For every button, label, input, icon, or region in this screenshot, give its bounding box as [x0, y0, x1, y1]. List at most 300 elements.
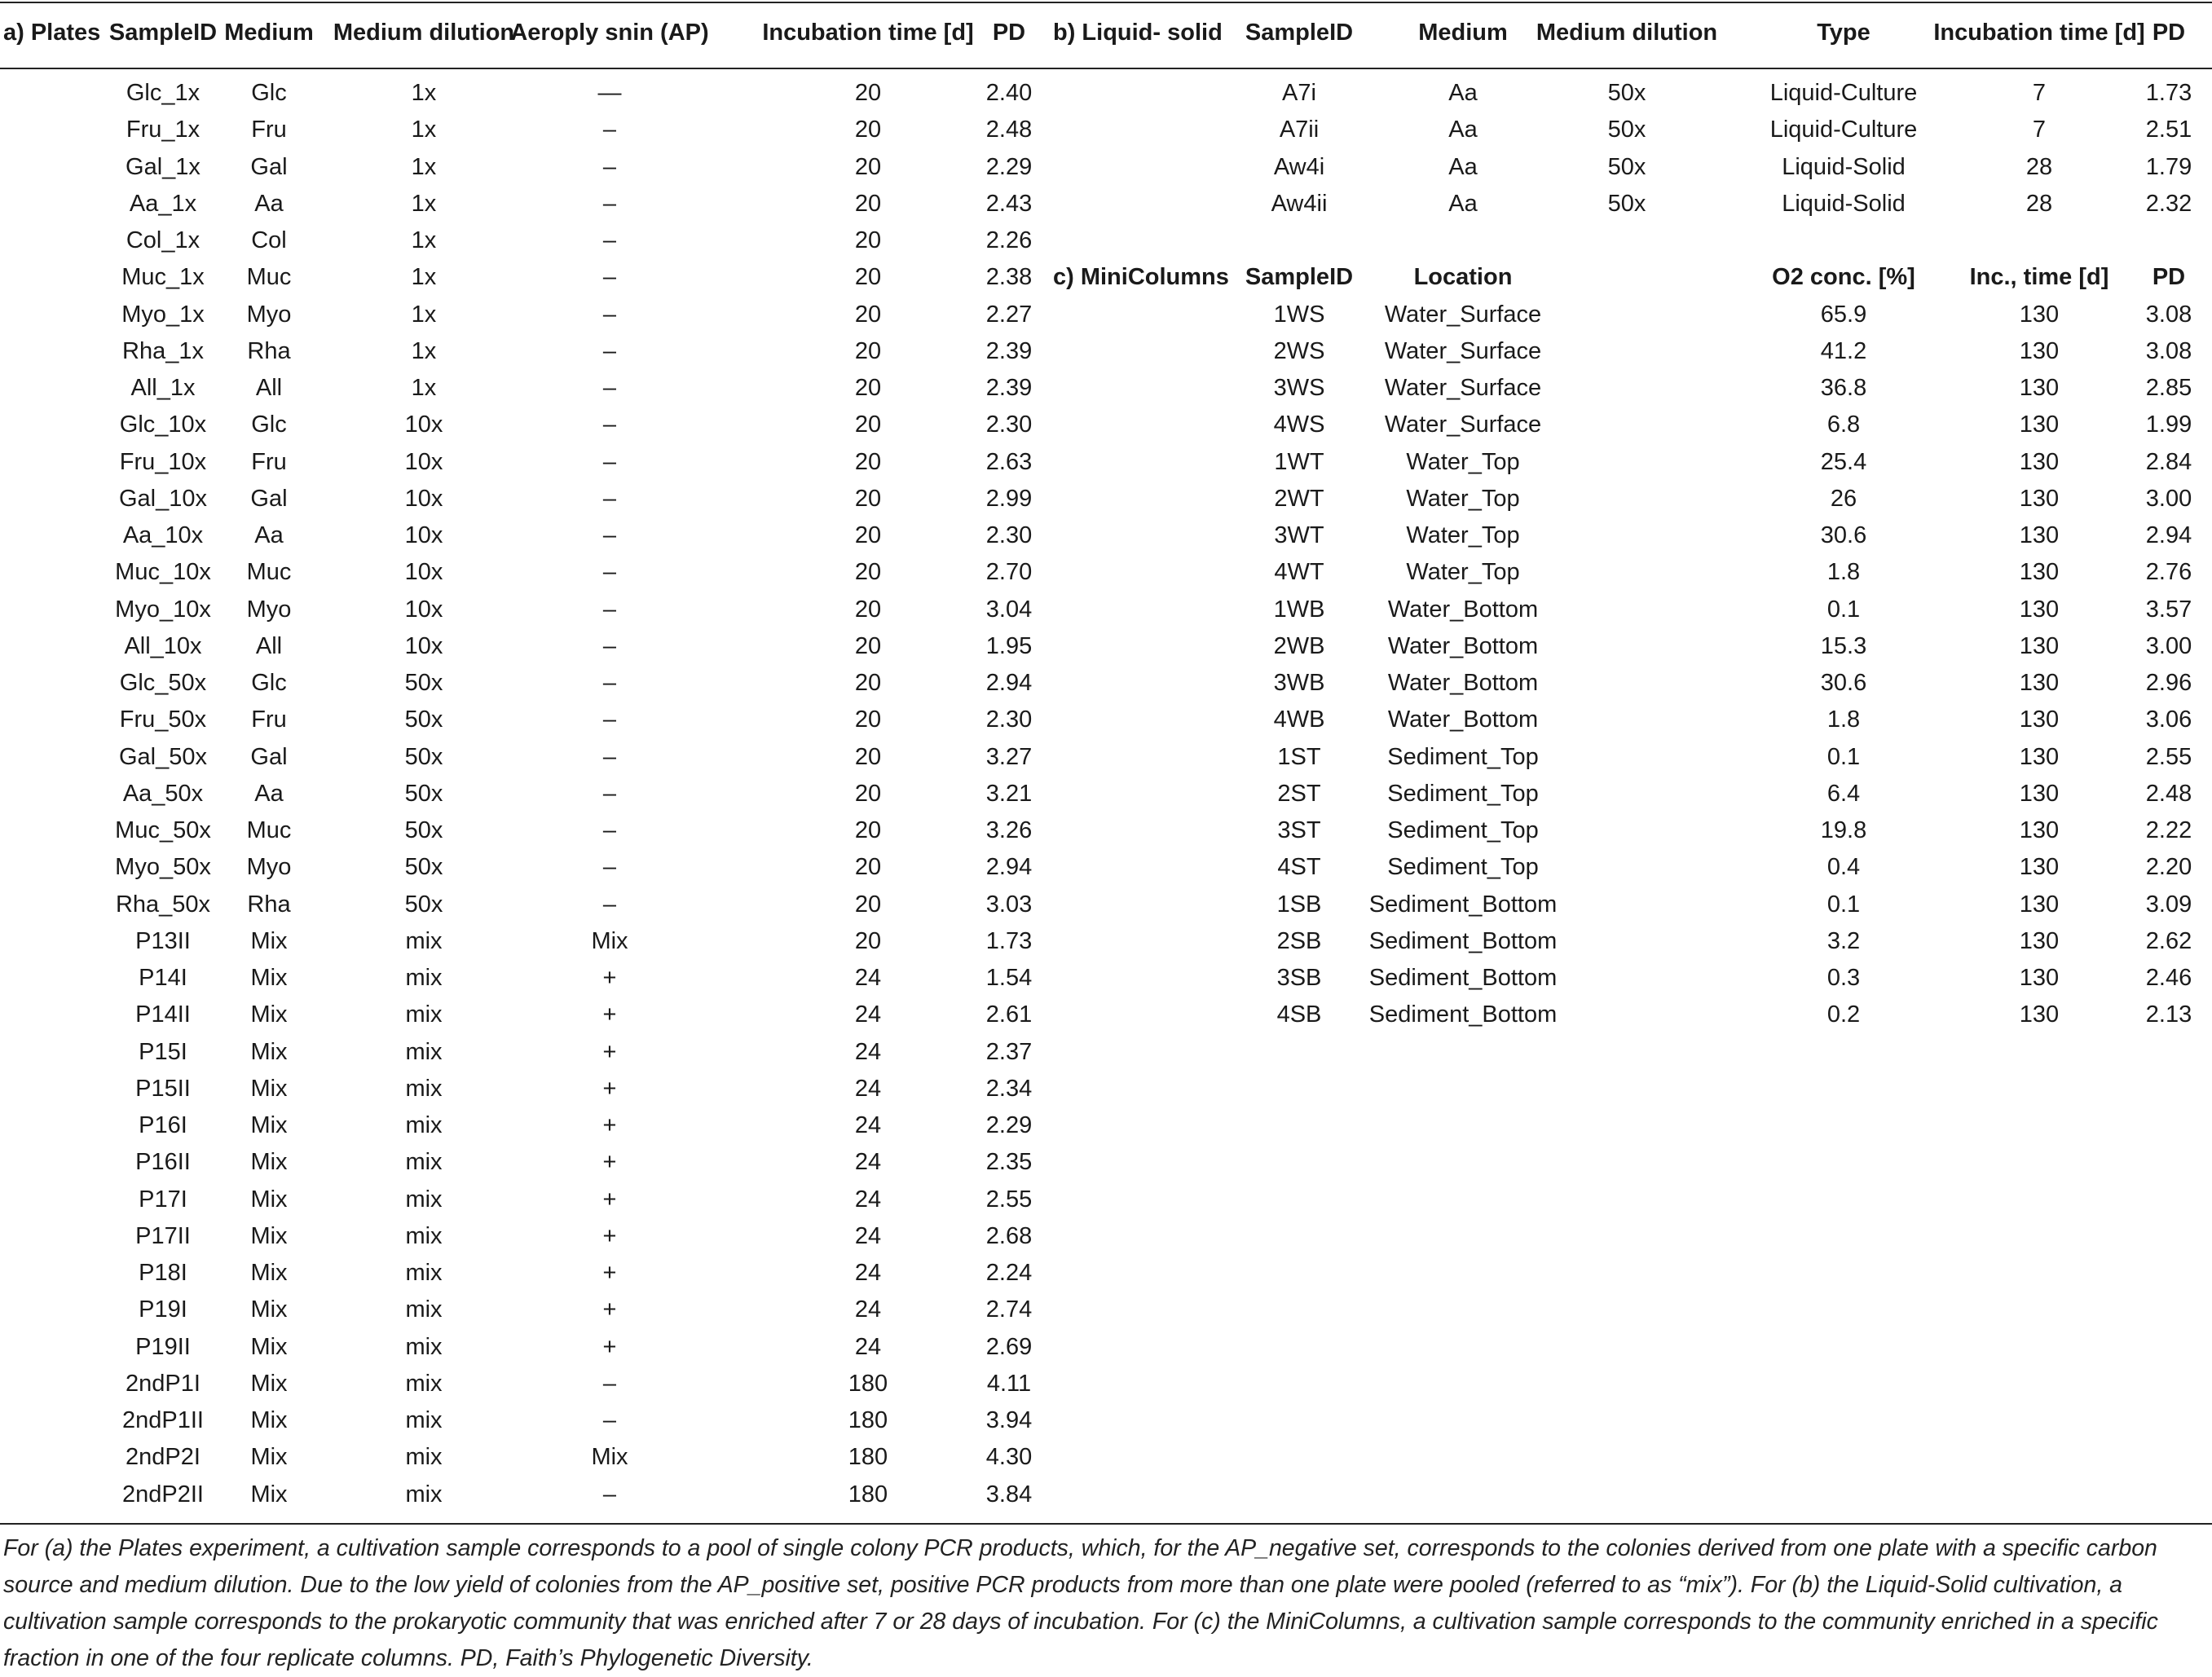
- liquid-solid-cell: Liquid-Culture: [1769, 80, 1918, 106]
- plates-cell: Myo: [246, 596, 292, 623]
- minicolumns-cell: 130: [2019, 596, 2060, 623]
- plates-cell: 4.30: [985, 1444, 1033, 1471]
- minicolumns-cell: 4WS: [1273, 412, 1325, 438]
- plates-cell: –: [602, 632, 617, 659]
- plates-cell: Mix: [250, 1370, 288, 1397]
- minicolumns-cell: 25.4: [1820, 448, 1867, 475]
- plates-cell: Col: [251, 227, 287, 253]
- plates-cell: 2.63: [985, 448, 1033, 475]
- plates-cell: 24: [854, 1222, 882, 1249]
- plates-cell: 24: [854, 1296, 882, 1323]
- plates-cell: 20: [854, 227, 882, 253]
- plates-cell: 2.74: [985, 1296, 1033, 1323]
- plates-cell: Muc: [246, 817, 292, 843]
- minicolumns-cell: Water_Top: [1406, 485, 1520, 512]
- plates-cell: Mix: [250, 1260, 288, 1286]
- minicolumns-cell: Sediment_Top: [1387, 817, 1539, 843]
- plates-cell: Glc: [251, 412, 287, 438]
- plates-cell: +: [602, 1149, 617, 1176]
- minicolumns-cell: 3WS: [1273, 375, 1325, 401]
- plates-col-header: PD: [992, 20, 1026, 46]
- plates-cell: P18I: [139, 1260, 187, 1286]
- plates-cell: P13II: [135, 927, 191, 954]
- plates-cell: 3.84: [985, 1481, 1033, 1508]
- plates-cell: Mix: [250, 1407, 288, 1433]
- plates-cell: 20: [854, 927, 882, 954]
- minicolumns-col-header: Location: [1413, 264, 1513, 291]
- plates-cell: mix: [405, 965, 443, 991]
- minicolumns-cell: 41.2: [1820, 337, 1867, 364]
- plates-cell: Aa_1x: [129, 190, 197, 217]
- minicolumns-cell: Water_Top: [1406, 522, 1520, 548]
- minicolumns-cell: Water_Top: [1406, 448, 1520, 475]
- minicolumns-cell: 0.2: [1826, 1001, 1861, 1028]
- plates-cell: Glc_50x: [119, 670, 207, 696]
- minicolumns-cell: 2SB: [1276, 927, 1322, 954]
- minicolumns-cell: 2.96: [2145, 670, 2192, 696]
- minicolumns-cell: 36.8: [1820, 375, 1867, 401]
- plates-cell: Rha: [247, 891, 291, 918]
- minicolumns-cell: 6.4: [1826, 780, 1861, 807]
- plates-cell: Mix: [250, 1149, 288, 1176]
- plates-cell: 2.34: [985, 1075, 1033, 1102]
- minicolumns-cell: 30.6: [1820, 522, 1867, 548]
- plates-cell: Mix: [591, 927, 628, 954]
- minicolumns-cell: 0.4: [1826, 854, 1861, 881]
- plates-cell: 20: [854, 522, 882, 548]
- plates-cell: All_10x: [124, 632, 202, 659]
- minicolumns-cell: 130: [2019, 485, 2060, 512]
- liquid-solid-col-header: Incubation time [d]: [1933, 20, 2145, 46]
- minicolumns-cell: 2.76: [2145, 559, 2192, 586]
- liquid-solid-col-header: Medium dilution: [1536, 20, 1718, 46]
- plates-cell: –: [602, 743, 617, 770]
- minicolumns-cell: 1.99: [2145, 412, 2192, 438]
- minicolumns-cell: 1ST: [1277, 743, 1321, 770]
- plates-cell: mix: [405, 1038, 443, 1065]
- plates-cell: 1.73: [985, 927, 1033, 954]
- plates-cell: 50x: [404, 854, 443, 881]
- plates-cell: 2.61: [985, 1001, 1033, 1028]
- minicolumns-cell: Water_Surface: [1384, 337, 1542, 364]
- plates-cell: P19I: [139, 1296, 187, 1323]
- plates-cell: 10x: [404, 522, 443, 548]
- footer-rule: [0, 1523, 2212, 1525]
- plates-cell: 2ndP1II: [122, 1407, 204, 1433]
- liquid-solid-cell: Aw4i: [1273, 153, 1325, 180]
- liquid-solid-cell: Aa: [1448, 80, 1478, 106]
- plates-cell: –: [602, 448, 617, 475]
- plates-cell: 1x: [411, 264, 437, 291]
- plates-cell: 20: [854, 337, 882, 364]
- plates-cell: Mix: [250, 1481, 288, 1508]
- plates-cell: –: [602, 670, 617, 696]
- plates-cell: 1x: [411, 301, 437, 328]
- plates-cell: 2.30: [985, 522, 1033, 548]
- plates-cell: Col_1x: [126, 227, 200, 253]
- plates-cell: 10x: [404, 559, 443, 586]
- plates-cell: mix: [405, 1296, 443, 1323]
- plates-cell: P16I: [139, 1112, 187, 1138]
- liquid-solid-cell: Aw4ii: [1271, 190, 1328, 217]
- plates-cell: –: [602, 522, 617, 548]
- plates-cell: +: [602, 1296, 617, 1323]
- plates-cell: Mix: [591, 1444, 628, 1471]
- plates-cell: 3.21: [985, 780, 1033, 807]
- plates-cell: –: [602, 412, 617, 438]
- plates-cell: 1.54: [985, 965, 1033, 991]
- liquid-solid-cell: 50x: [1607, 80, 1646, 106]
- minicolumns-cell: 1.8: [1826, 559, 1861, 586]
- minicolumns-cell: Sediment_Bottom: [1368, 891, 1558, 918]
- plates-cell: 2.55: [985, 1186, 1033, 1213]
- plates-cell: 2.35: [985, 1149, 1033, 1176]
- plates-cell: 10x: [404, 596, 443, 623]
- plates-cell: mix: [405, 1075, 443, 1102]
- minicolumns-cell: 3.08: [2145, 301, 2192, 328]
- minicolumns-cell: 19.8: [1820, 817, 1867, 843]
- plates-cell: 2.30: [985, 706, 1033, 733]
- plates-cell: Fru: [251, 117, 287, 143]
- plates-cell: Glc_10x: [119, 412, 207, 438]
- minicolumns-cell: Sediment_Top: [1387, 854, 1539, 881]
- minicolumns-cell: 2.55: [2145, 743, 2192, 770]
- plates-cell: P14I: [139, 965, 187, 991]
- plates-cell: 2.27: [985, 301, 1033, 328]
- plates-cell: 50x: [404, 670, 443, 696]
- plates-cell: 10x: [404, 448, 443, 475]
- plates-cell: 20: [854, 891, 882, 918]
- minicolumns-col-header: Inc., time [d]: [1969, 264, 2109, 291]
- minicolumns-cell: 3ST: [1277, 817, 1321, 843]
- minicolumns-cell: 3.09: [2145, 891, 2192, 918]
- liquid-solid-cell: 2.51: [2145, 117, 2192, 143]
- minicolumns-cell: Water_Bottom: [1387, 670, 1539, 696]
- plates-cell: 2.40: [985, 80, 1033, 106]
- plates-cell: +: [602, 1001, 617, 1028]
- minicolumns-cell: 30.6: [1820, 670, 1867, 696]
- minicolumns-cell: 130: [2019, 375, 2060, 401]
- plates-cell: 4.11: [986, 1370, 1032, 1397]
- minicolumns-cell: 2.85: [2145, 375, 2192, 401]
- plates-cell: Gal: [250, 485, 288, 512]
- minicolumns-cell: Water_Bottom: [1387, 706, 1539, 733]
- plates-cell: mix: [405, 1186, 443, 1213]
- plates-cell: 2.70: [985, 559, 1033, 586]
- plates-cell: Fru_1x: [126, 117, 200, 143]
- minicolumns-cell: 4WB: [1273, 706, 1325, 733]
- minicolumns-col-header: PD: [2152, 264, 2186, 291]
- plates-cell: Mix: [250, 1112, 288, 1138]
- plates-cell: Muc: [246, 264, 292, 291]
- liquid-solid-col-header: SampleID: [1245, 20, 1354, 46]
- minicolumns-cell: 4WT: [1274, 559, 1324, 586]
- plates-cell: Aa: [254, 780, 284, 807]
- plates-cell: 20: [854, 559, 882, 586]
- minicolumns-cell: 2.94: [2145, 522, 2192, 548]
- minicolumns-cell: 2ST: [1277, 780, 1321, 807]
- plates-col-header: Aeroply snin (AP): [510, 20, 709, 46]
- liquid-solid-cell: Aa: [1448, 117, 1478, 143]
- plates-cell: –: [602, 153, 617, 180]
- plates-cell: 24: [854, 1075, 882, 1102]
- minicolumns-cell: 0.1: [1826, 743, 1861, 770]
- plates-cell: +: [602, 1333, 617, 1360]
- minicolumns-cell: 130: [2019, 337, 2060, 364]
- plates-cell: 20: [854, 743, 882, 770]
- minicolumns-cell: 130: [2019, 706, 2060, 733]
- plates-cell: Muc_10x: [115, 559, 211, 586]
- minicolumns-cell: 2WB: [1273, 632, 1325, 659]
- plates-cell: 180: [848, 1407, 888, 1433]
- liquid-solid-cell: 2.32: [2145, 190, 2192, 217]
- liquid-solid-col-header: Medium: [1418, 20, 1508, 46]
- plates-cell: Mix: [250, 1038, 288, 1065]
- plates-cell: Fru_10x: [119, 448, 207, 475]
- plates-cell: 3.27: [985, 743, 1033, 770]
- minicolumns-cell: 3.2: [1826, 927, 1861, 954]
- liquid-solid-cell: Aa: [1448, 190, 1478, 217]
- plates-cell: 20: [854, 117, 882, 143]
- plates-cell: 20: [854, 485, 882, 512]
- plates-cell: Gal_50x: [118, 743, 207, 770]
- plates-cell: Aa_10x: [122, 522, 204, 548]
- minicolumns-cell: 6.8: [1826, 412, 1861, 438]
- plates-cell: Myo: [246, 301, 292, 328]
- plates-cell: Mix: [250, 1222, 288, 1249]
- plates-cell: 20: [854, 448, 882, 475]
- plates-cell: 50x: [404, 817, 443, 843]
- minicolumns-col-header: SampleID: [1245, 264, 1354, 291]
- liquid-solid-cell: 1.73: [2145, 80, 2192, 106]
- plates-cell: All: [255, 375, 283, 401]
- liquid-solid-cell: 7: [2032, 80, 2047, 106]
- plates-cell: Glc: [251, 80, 287, 106]
- plates-cell: –: [602, 559, 617, 586]
- plates-cell: –: [602, 264, 617, 291]
- liquid-solid-cell: Liquid-Solid: [1782, 153, 1906, 180]
- minicolumns-cell: 130: [2019, 448, 2060, 475]
- liquid-solid-cell: 28: [2025, 153, 2053, 180]
- minicolumns-cell: 65.9: [1820, 301, 1867, 328]
- plates-title: a) Plates: [3, 20, 101, 46]
- plates-cell: 2.99: [985, 485, 1033, 512]
- plates-cell: 24: [854, 1186, 882, 1213]
- minicolumns-cell: 130: [2019, 670, 2060, 696]
- plates-cell: 2.39: [985, 337, 1033, 364]
- plates-cell: 180: [848, 1444, 888, 1471]
- plates-cell: 3.03: [985, 891, 1033, 918]
- plates-col-header: SampleID: [108, 20, 218, 46]
- plates-cell: 2.24: [985, 1260, 1033, 1286]
- minicolumns-cell: 2.20: [2145, 854, 2192, 881]
- liquid-solid-cell: Liquid-Culture: [1769, 117, 1918, 143]
- plates-cell: 20: [854, 375, 882, 401]
- plates-cell: 20: [854, 153, 882, 180]
- liquid-solid-col-header: PD: [2152, 20, 2186, 46]
- plates-cell: 10x: [404, 412, 443, 438]
- plates-cell: 1x: [411, 80, 437, 106]
- plates-cell: All_1x: [130, 375, 196, 401]
- plates-cell: 24: [854, 1333, 882, 1360]
- minicolumns-cell: Water_Surface: [1384, 412, 1542, 438]
- plates-cell: Mix: [250, 1296, 288, 1323]
- plates-cell: –: [602, 596, 617, 623]
- plates-cell: 1x: [411, 153, 437, 180]
- minicolumns-cell: 130: [2019, 559, 2060, 586]
- plates-cell: 24: [854, 965, 882, 991]
- plates-cell: P17II: [135, 1222, 191, 1249]
- plates-cell: –: [602, 337, 617, 364]
- plates-cell: P15II: [135, 1075, 191, 1102]
- plates-cell: P14II: [135, 1001, 191, 1028]
- minicolumns-cell: Sediment_Bottom: [1368, 927, 1558, 954]
- plates-cell: Aa: [254, 190, 284, 217]
- plates-cell: 2.29: [985, 1112, 1033, 1138]
- header-top-rule: [0, 2, 2212, 3]
- plates-cell: 2.29: [985, 153, 1033, 180]
- minicolumns-cell: 0.3: [1826, 965, 1861, 991]
- plates-cell: 2.39: [985, 375, 1033, 401]
- plates-cell: Gal: [250, 743, 288, 770]
- plates-cell: mix: [405, 1222, 443, 1249]
- minicolumns-cell: 3WB: [1273, 670, 1325, 696]
- plates-cell: Rha_50x: [115, 891, 211, 918]
- plates-cell: –: [602, 117, 617, 143]
- minicolumns-cell: Water_Bottom: [1387, 596, 1539, 623]
- plates-cell: 2.68: [985, 1222, 1033, 1249]
- plates-cell: –: [602, 375, 617, 401]
- plates-cell: Myo_50x: [115, 854, 211, 881]
- minicolumns-cell: 130: [2019, 780, 2060, 807]
- plates-cell: 2.26: [985, 227, 1033, 253]
- plates-cell: 2.94: [985, 854, 1033, 881]
- plates-cell: 50x: [404, 780, 443, 807]
- plates-cell: mix: [405, 1260, 443, 1286]
- plates-col-header: Medium dilution: [333, 20, 515, 46]
- plates-cell: Gal_1x: [126, 153, 200, 180]
- plates-cell: Glc_1x: [126, 80, 200, 106]
- plates-col-header: Medium: [224, 20, 314, 46]
- plates-cell: —: [597, 80, 622, 106]
- minicolumns-cell: 3.57: [2145, 596, 2192, 623]
- minicolumns-cell: 4ST: [1277, 854, 1321, 881]
- liquid-solid-cell: 50x: [1607, 117, 1646, 143]
- plates-cell: 3.94: [985, 1407, 1033, 1433]
- liquid-solid-cell: 50x: [1607, 153, 1646, 180]
- plates-cell: 24: [854, 1149, 882, 1176]
- plates-cell: 20: [854, 706, 882, 733]
- plates-cell: Rha_1x: [122, 337, 204, 364]
- minicolumns-cell: 1WT: [1274, 448, 1324, 475]
- plates-cell: 10x: [404, 485, 443, 512]
- plates-cell: +: [602, 1260, 617, 1286]
- plates-cell: Muc_1x: [121, 264, 205, 291]
- liquid-solid-title: b) Liquid- solid: [1053, 20, 1223, 46]
- plates-cell: 24: [854, 1112, 882, 1138]
- plates-cell: –: [602, 854, 617, 881]
- minicolumns-cell: Sediment_Top: [1387, 743, 1539, 770]
- plates-cell: 180: [848, 1370, 888, 1397]
- header-bottom-rule: [0, 68, 2212, 69]
- plates-cell: –: [602, 891, 617, 918]
- plates-cell: –: [602, 1481, 617, 1508]
- plates-cell: 20: [854, 412, 882, 438]
- minicolumns-cell: 130: [2019, 743, 2060, 770]
- liquid-solid-col-header: Type: [1817, 20, 1871, 46]
- plates-cell: –: [602, 780, 617, 807]
- plates-cell: –: [602, 1407, 617, 1433]
- plates-cell: Aa_50x: [122, 780, 204, 807]
- plates-cell: Mix: [250, 1001, 288, 1028]
- plates-cell: Mix: [250, 1333, 288, 1360]
- plates-cell: 1x: [411, 227, 437, 253]
- liquid-solid-cell: A7ii: [1279, 117, 1320, 143]
- table-caption: For (a) the Plates experiment, a cultivation sample corresponds to a pool of single colony PCR products, which, for the AP_negative set, corresponds to the colonies derived from one plate with a specific carbon source and medium dilution. Due to the low yield of colonies from the AP_positive set, positive PCR products from more than one plate were pooled (referred to as “mix”). For (b) the Liquid-Solid cultivation, a cultivation sample corresponds to the prokaryotic community that was enriched after 7 or 28 days of incubation. For (c) the MiniColumns, a cultivation sample corresponds to the community enriched in a specific fraction in one of the four replicate columns. PD, Faith’s Phylogenetic Diversity.: [3, 1535, 2158, 1671]
- minicolumns-cell: Sediment_Bottom: [1368, 1001, 1558, 1028]
- minicolumns-cell: 1.8: [1826, 706, 1861, 733]
- plates-cell: Myo_10x: [115, 596, 211, 623]
- plates-cell: –: [602, 301, 617, 328]
- plates-cell: +: [602, 1038, 617, 1065]
- minicolumns-cell: 1WS: [1273, 301, 1325, 328]
- plates-cell: Gal: [250, 153, 288, 180]
- minicolumns-col-header: O2 conc. [%]: [1772, 264, 1915, 291]
- plates-cell: Fru: [251, 448, 287, 475]
- plates-cell: 10x: [404, 632, 443, 659]
- liquid-solid-cell: 1.79: [2145, 153, 2192, 180]
- liquid-solid-cell: Aa: [1448, 153, 1478, 180]
- minicolumns-cell: 2.22: [2145, 817, 2192, 843]
- plates-cell: Myo: [246, 854, 292, 881]
- plates-cell: –: [602, 1370, 617, 1397]
- plates-cell: P19II: [135, 1333, 191, 1360]
- plates-cell: –: [602, 227, 617, 253]
- plates-cell: 2.37: [985, 1038, 1033, 1065]
- minicolumns-cell: 4SB: [1276, 1001, 1322, 1028]
- plates-cell: 20: [854, 780, 882, 807]
- minicolumns-cell: 130: [2019, 965, 2060, 991]
- minicolumns-cell: 130: [2019, 817, 2060, 843]
- plates-cell: Mix: [250, 965, 288, 991]
- plates-cell: mix: [405, 1149, 443, 1176]
- plates-cell: 20: [854, 190, 882, 217]
- plates-cell: 180: [848, 1481, 888, 1508]
- liquid-solid-cell: 50x: [1607, 190, 1646, 217]
- plates-cell: 1x: [411, 117, 437, 143]
- plates-cell: 3.26: [985, 817, 1033, 843]
- plates-cell: +: [602, 965, 617, 991]
- plates-cell: 1.95: [985, 632, 1033, 659]
- plates-cell: 20: [854, 632, 882, 659]
- minicolumns-cell: 3.06: [2145, 706, 2192, 733]
- minicolumns-cell: Water_Bottom: [1387, 632, 1539, 659]
- minicolumns-cell: 2.84: [2145, 448, 2192, 475]
- plates-cell: mix: [405, 1407, 443, 1433]
- plates-cell: Aa: [254, 522, 284, 548]
- plates-cell: 50x: [404, 743, 443, 770]
- minicolumns-cell: 130: [2019, 632, 2060, 659]
- plates-cell: 20: [854, 301, 882, 328]
- plates-cell: –: [602, 706, 617, 733]
- liquid-solid-cell: 28: [2025, 190, 2053, 217]
- plates-cell: All: [255, 632, 283, 659]
- plates-cell: mix: [405, 927, 443, 954]
- plates-cell: Mix: [250, 1075, 288, 1102]
- plates-cell: Myo_1x: [121, 301, 205, 328]
- plates-cell: P15I: [139, 1038, 187, 1065]
- minicolumns-cell: 3.00: [2145, 485, 2192, 512]
